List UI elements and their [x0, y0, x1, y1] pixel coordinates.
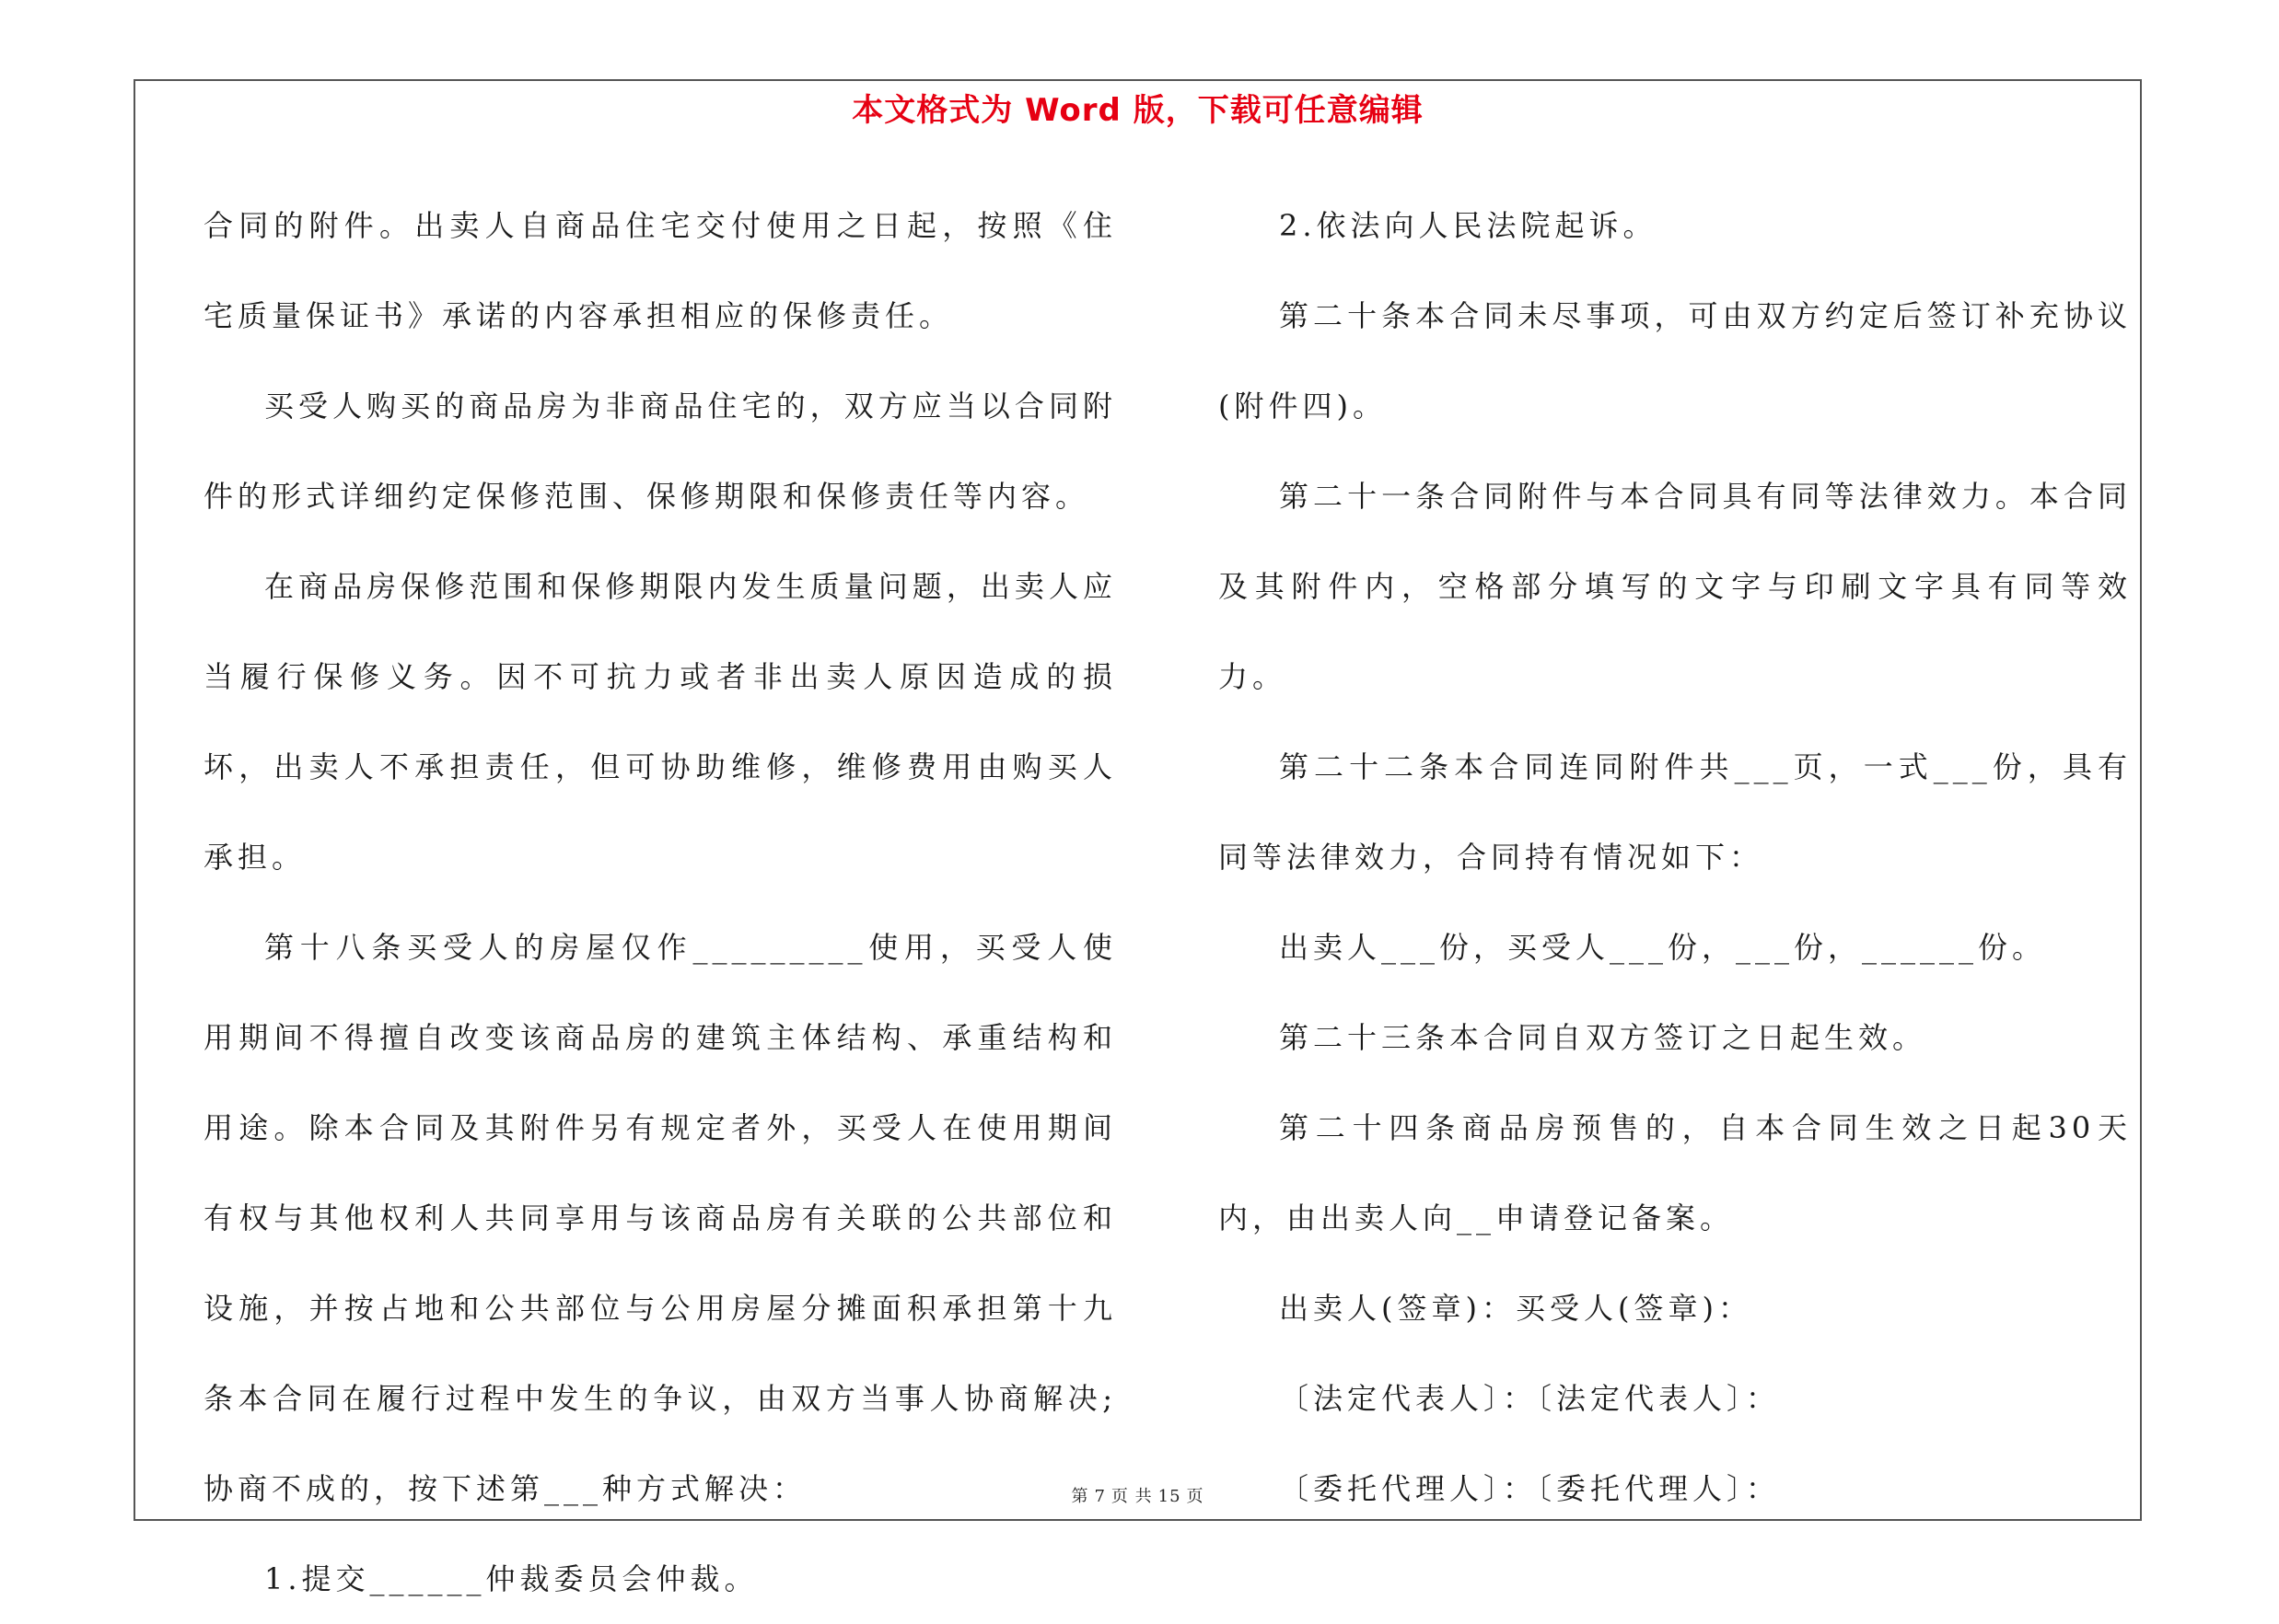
- paragraph: 买受人购买的商品房为非商品住宅的，双方应当以合同附件的形式详细约定保修范围、保修期限和保修责任等内容。: [203, 389, 1117, 514]
- paragraph: 2.依法向人民法院起诉。: [1279, 208, 1657, 243]
- paragraph: 1.提交______仲裁委员会仲裁。: [264, 1561, 759, 1596]
- paragraph: 出卖人___份，买受人___份，___份，______份。: [1279, 930, 2047, 965]
- total-pages-number: 15: [1157, 1487, 1181, 1506]
- paragraph: 第二十三条本合同自双方签订之日起生效。: [1279, 1020, 1927, 1055]
- legal-representative-line: 〔法定代表人〕：〔法定代表人〕：: [1279, 1381, 1781, 1416]
- page-prefix: 第: [1071, 1487, 1089, 1506]
- page-suffix: 页: [1186, 1487, 1204, 1506]
- left-text-column: [203, 180, 1117, 1624]
- paragraph: 第十八条买受人的房屋仅作_________使用，买受人使用期间不得擅自改变该商品房的建筑主体结构、承重结构和用途。除本合同及其附件另有规定者外，买受人在使用期间有权与其他权利人共同享用与该商品房有关联的公共部位和设施，并按占地和公共部位与公用房屋分摊面积承担第十九条本合同在履行过程中发生的争议，由双方当事人协商解决;协商不成的，按下述第___种方式解决：: [203, 930, 1117, 1506]
- signature-line: 出卖人(签章)：买受人(签章)：: [1279, 1291, 1752, 1326]
- right-text-column: [1218, 180, 2132, 1534]
- paragraph: 第二十四条商品房预售的，自本合同生效之日起30天内，由出卖人向__申请登记备案。: [1218, 1110, 2132, 1235]
- authorized-agent-line: 〔委托代理人〕：〔委托代理人〕：: [1279, 1471, 1781, 1506]
- page-number-footer: [134, 1483, 2142, 1507]
- paragraph: 合同的附件。出卖人自商品住宅交付使用之日起，按照《住宅质量保证书》承诺的内容承担相应的保修责任。: [203, 208, 1117, 333]
- paragraph: 第二十二条本合同连同附件共___页，一式___份，具有同等法律效力，合同持有情况如下：: [1218, 749, 2132, 875]
- page-middle-text: 页 共: [1110, 1487, 1153, 1506]
- paragraph: 第二十条本合同未尽事项，可由双方约定后签订补充协议(附件四)。: [1218, 298, 2132, 423]
- current-page-number: 7: [1094, 1487, 1106, 1506]
- paragraph: 在商品房保修范围和保修期限内发生质量问题，出卖人应当履行保修义务。因不可抗力或者非出卖人原因造成的损坏，出卖人不承担责任，但可协助维修，维修费用由购买人承担。: [203, 569, 1117, 875]
- format-notice-banner: 本文格式为 Word 版，下载可任意编辑: [852, 92, 1424, 129]
- paragraph: 第二十一条合同附件与本合同具有同等法律效力。本合同及其附件内，空格部分填写的文字与印刷文字具有同等效力。: [1218, 479, 2132, 694]
